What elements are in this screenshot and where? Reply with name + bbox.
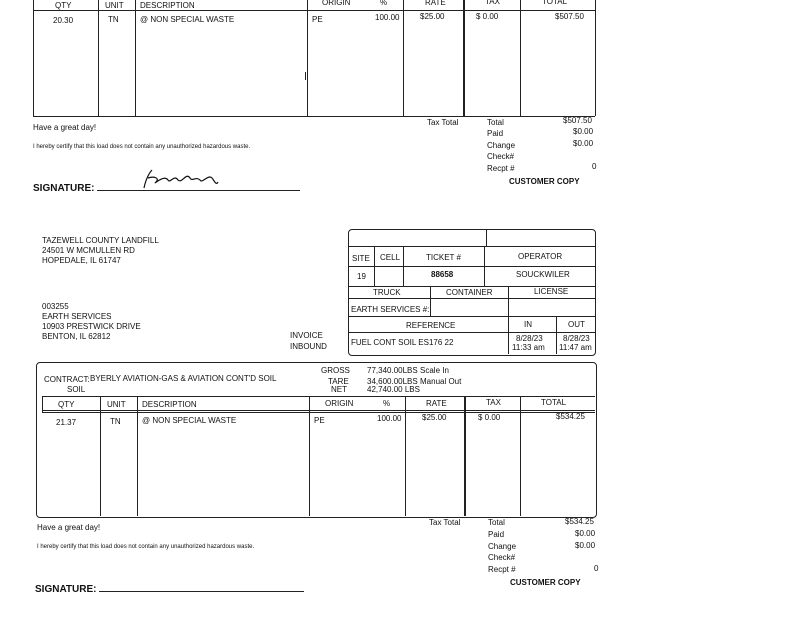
col-origin: ORIGIN	[322, 0, 351, 7]
customer-street: 10903 PRESTWICK DRIVE	[42, 322, 141, 331]
in-label: IN	[524, 320, 532, 329]
container-label: CONTAINER	[446, 288, 493, 297]
row-rate: $25.00	[422, 413, 447, 422]
row-unit: TN	[110, 417, 121, 426]
weight-label: TARE	[328, 377, 349, 386]
col-total: TOTAL	[541, 398, 567, 407]
customer-city: BENTON, IL 62812	[42, 332, 111, 341]
contract-label: CONTRACT:	[44, 375, 90, 384]
truck-value: EARTH SERVICES #:	[351, 305, 430, 314]
summary-label: Total	[488, 518, 505, 527]
row-pct: 100.00	[377, 414, 402, 423]
row-description: @ NON SPECIAL WASTE	[142, 416, 237, 425]
in-time: 11:33 am	[512, 343, 545, 352]
signature-label: SIGNATURE:	[35, 584, 97, 595]
customer-copy-label: CUSTOMER COPY	[509, 177, 580, 186]
customer-name: EARTH SERVICES	[42, 312, 112, 321]
invoice-label: INVOICE	[290, 331, 323, 340]
license-label: LICENSE	[534, 287, 569, 296]
row-tax: $ 0.00	[478, 413, 501, 422]
summary-value: 0	[592, 162, 597, 171]
facility-name: TAZEWELL COUNTY LANDFILL	[42, 236, 159, 245]
contract-value: BYERLY AVIATION-GAS & AVIATION CONT'D SOIL	[90, 374, 277, 383]
col-pct: %	[383, 399, 391, 408]
summary-value: $534.25	[565, 517, 594, 526]
out-label: OUT	[568, 320, 585, 329]
customer-copy-label: CUSTOMER COPY	[510, 578, 581, 587]
row-qty: 21.37	[56, 418, 77, 427]
col-tax: TAX	[485, 0, 500, 6]
material-value: SOIL	[67, 385, 86, 394]
greeting: Have a great day!	[37, 523, 101, 532]
truck-label: TRUCK	[373, 288, 401, 297]
weight-value: 42,740.00 LBS	[367, 385, 420, 394]
facility-street: 24501 W MCMULLEN RD	[42, 246, 135, 255]
direction-label: INBOUND	[290, 342, 327, 351]
ticket-number: 88658	[431, 270, 454, 279]
row-pct: 100.00	[375, 13, 400, 22]
row-description: @ NON SPECIAL WASTE	[140, 15, 235, 24]
reference-value: FUEL CONT SOIL ES176 22	[351, 338, 454, 347]
facility-city: HOPEDALE, IL 61747	[42, 256, 121, 265]
summary-value: $0.00	[573, 139, 594, 148]
summary-label: Check#	[487, 152, 515, 161]
certify-text: I hereby certify that this load does not contain any unauthorized hazardous waste.	[37, 544, 255, 550]
col-tax: TAX	[486, 398, 501, 407]
summary-label: Recpt #	[488, 565, 516, 574]
out-time: 11:47 am	[559, 343, 592, 352]
handwritten-signature-icon	[138, 166, 222, 192]
summary-label: Check#	[488, 553, 516, 562]
row-unit: TN	[108, 15, 119, 24]
row-qty: 20.30	[53, 16, 74, 25]
col-qty: QTY	[58, 400, 75, 409]
row-total: $507.50	[555, 12, 584, 21]
col-origin: ORIGIN	[325, 399, 354, 408]
row-total: $534.25	[556, 412, 585, 421]
col-unit: UNIT	[107, 400, 126, 409]
row-tax: $ 0.00	[476, 12, 499, 21]
signature-label: SIGNATURE:	[33, 183, 95, 194]
site-value: 19	[357, 272, 366, 281]
summary-label: Paid	[488, 530, 505, 539]
col-description: DESCRIPTION	[142, 400, 197, 409]
operator-label: OPERATOR	[518, 252, 563, 261]
summary-label: Paid	[487, 129, 504, 138]
tax-total-label: Tax Total	[427, 118, 459, 127]
weight-value: 34,600.00LBS	[367, 377, 418, 386]
in-date: 8/28/23	[516, 334, 543, 343]
tax-total-label: Tax Total	[429, 518, 461, 527]
weight-label: GROSS	[321, 366, 350, 375]
summary-value: $0.00	[575, 541, 596, 550]
col-qty: QTY	[55, 1, 72, 10]
customer-id: 003255	[42, 302, 69, 311]
col-unit: UNIT	[105, 1, 124, 10]
col-total: TOTAL	[542, 0, 568, 6]
summary-value: 0	[594, 564, 599, 573]
ticket2-box	[36, 362, 597, 518]
weight-note: Manual Out	[420, 377, 462, 386]
signature-line	[99, 591, 304, 592]
row-origin: PE	[312, 15, 323, 24]
ticket-label: TICKET #	[426, 253, 461, 262]
summary-value: $507.50	[563, 116, 592, 125]
row-rate: $25.00	[420, 12, 445, 21]
summary-value: $0.00	[575, 529, 596, 538]
col-pct: %	[380, 0, 388, 7]
summary-label: Change	[487, 141, 516, 150]
reference-label: REFERENCE	[406, 321, 456, 330]
greeting: Have a great day!	[33, 123, 97, 132]
site-label: SITE	[352, 254, 370, 263]
col-rate: RATE	[425, 0, 446, 7]
out-date: 8/28/23	[563, 334, 590, 343]
weight-label: NET	[331, 385, 347, 394]
operator-value: SOUCKWILER	[516, 270, 570, 279]
certify-text: I hereby certify that this load does not contain any unauthorized hazardous waste.	[33, 144, 251, 150]
weight-note: Scale In	[420, 366, 449, 375]
summary-value: $0.00	[573, 127, 594, 136]
row-origin: PE	[314, 416, 325, 425]
col-rate: RATE	[426, 399, 447, 408]
cell-label: CELL	[380, 253, 401, 262]
summary-label: Change	[488, 542, 517, 551]
weight-value: 77,340.00LBS	[367, 366, 418, 375]
summary-label: Total	[487, 118, 504, 127]
col-description: DESCRIPTION	[140, 1, 195, 10]
summary-label: Recpt #	[487, 164, 515, 173]
